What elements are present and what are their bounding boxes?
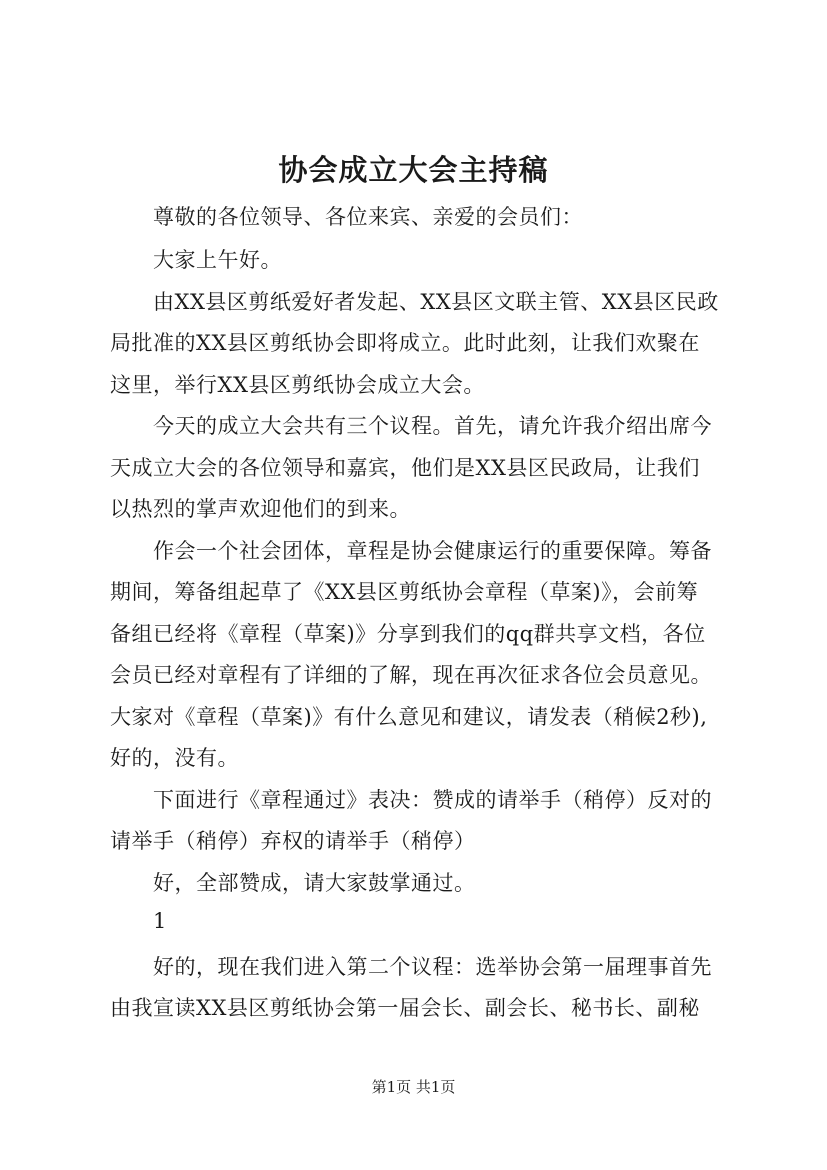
text-line: 会员已经对章程有了详细的了解，现在再次征求各位会员意见。 — [110, 663, 712, 687]
text-line: 由我宣读XX县区剪纸协会第一届会长、副会长、秘书长、副秘 — [110, 996, 700, 1020]
text-line: 备组已经将《章程（草案)》分享到我们的qq群共享文档，各位 — [110, 622, 706, 646]
text-line: 由XX县区剪纸爱好者发起、XX县区文联主管、XX县区民政 — [153, 290, 719, 314]
text-line: 这里，举行XX县区剪纸协会成立大会。 — [110, 373, 485, 397]
page-number-footer: 第1页 共1页 — [371, 1078, 456, 1096]
text-line: 天成立大会的各位领导和嘉宾，他们是XX县区民政局，让我们 — [110, 456, 700, 480]
text-line: 好，全部赞成，请大家鼓掌通过。 — [153, 871, 476, 895]
text-line: 今天的成立大会共有三个议程。首先，请允许我介绍出席今 — [153, 414, 712, 438]
text-line: 好的，没有。 — [110, 746, 239, 770]
text-line: 大家对《章程（草案)》有什么意见和建议，请发表（稍候2秒), — [110, 705, 708, 729]
text-line: 1 — [153, 909, 167, 933]
text-line: 作会一个社会团体，章程是协会健康运行的重要保障。筹备 — [153, 539, 712, 563]
text-line: 下面进行《章程通过》表决：赞成的请举手（稍停）反对的 — [153, 788, 712, 812]
text-line: 以热烈的掌声欢迎他们的到来。 — [110, 497, 411, 521]
text-line: 尊敬的各位领导、各位来宾、亲爱的会员们： — [153, 205, 583, 229]
text-line: 请举手（稍停）弃权的请举手（稍停） — [110, 829, 476, 853]
text-line: 局批准的XX县区剪纸协会即将成立。此时此刻，让我们欢聚在 — [110, 331, 700, 355]
document-title: 协会成立大会主持稿 — [278, 153, 549, 187]
text-line: 期间，筹备组起草了《XX县区剪纸协会章程（草案)》，会前筹 — [110, 580, 699, 604]
text-line: 大家上午好。 — [153, 248, 282, 272]
text-line: 好的，现在我们进入第二个议程：选举协会第一届理事首先 — [153, 955, 712, 979]
